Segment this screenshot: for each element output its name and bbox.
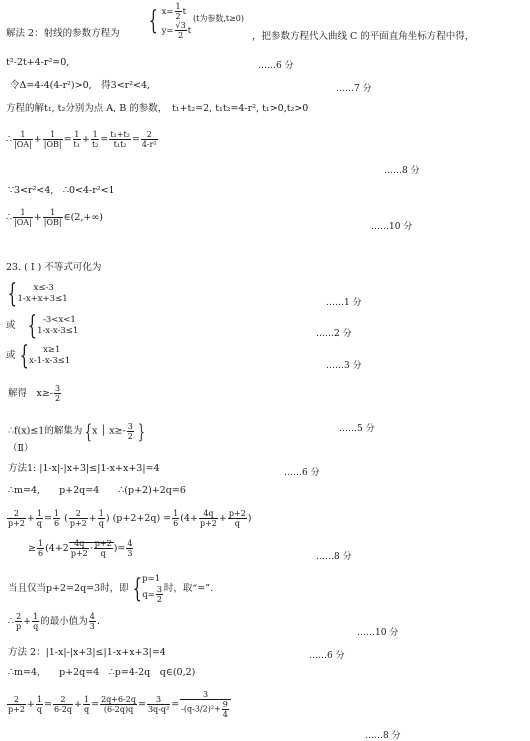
method2-intro-text: 解法 2：射线的参数方程为 bbox=[6, 28, 120, 39]
inequality-line: ≥ $\frac{1}{6}$ (4+2 $\frac{4q}{p+2}$ · $\frac{p+2}{q}$ )= $\frac{4}{3}$ bbox=[28, 539, 133, 558]
score-10b: ……10 分 bbox=[357, 628, 399, 638]
q23-heading: 23. ( Ⅰ ) 不等式可化为 bbox=[6, 262, 102, 273]
case-1: { x≤-3 1-x+x+3≤1 bbox=[7, 279, 68, 309]
delta-condition: 令Δ=4-4(4-r²)>0, 得3<r²<4, bbox=[10, 80, 151, 91]
score-6b: ……6 分 bbox=[284, 468, 320, 478]
score-1: ……1 分 bbox=[326, 298, 362, 308]
method2-expand: $\frac{2}{p+2}$ + $\frac{1}{q}$ = $\frac{2}{6-2q}$ + $\frac{1}{q}$ = $\frac{2q+6-2q}{(6-2q)q}$ = $\frac{3}{\text{3q-q²}}$ = 3 -(q-3/2)²+ $\frac{9}{4}$ bbox=[6, 690, 232, 719]
method2-intro-tail: ，把参数方程代入曲线 C 的平面直角坐标方程中得， bbox=[252, 31, 475, 42]
method2-part2: 方法 2：|1-x|-|x+3|≤|1-x+x+3|=4 bbox=[8, 647, 166, 658]
method2-p-line: ∴m=4, p+2q=4 ∴p=4-2q q∈(0,2) bbox=[8, 667, 196, 678]
score-6: ……6 分 bbox=[258, 61, 294, 71]
quadratic-eq: t²-2t+4-r²=0, bbox=[6, 57, 70, 68]
system-row-y: y= $\frac{√3}{2}$ t bbox=[161, 21, 192, 40]
score-8c: ……8 分 bbox=[365, 731, 401, 741]
score-10: ……10 分 bbox=[371, 222, 413, 232]
solve-result: 解得 x≥- $\frac{3}{2}$ bbox=[8, 384, 61, 403]
score-8: ……8 分 bbox=[384, 166, 420, 176]
result-range: ∴ $\frac{1}{|OA|}$ + $\frac{1}{|OB|}$ ∈(2,+∞) bbox=[6, 208, 103, 227]
expand-line: $\frac{2}{p+2}$ + $\frac{1}{q}$ = $\frac{1}{6}$ ( $\frac{2}{p+2}$ + $\frac{1}{q}$ ) (p+2+2q) = $\frac{1}{6}$ (4+ $\frac{4q}{p+2}$ + $\frac{p+2}{q}$ ) bbox=[8, 509, 252, 528]
range-line: ∵3<r²<4, ∴0<4-r²<1 bbox=[8, 185, 115, 196]
score-2: ……2 分 bbox=[316, 329, 352, 339]
case-3: 或 { x≥1 x-1-x-3≤1 bbox=[6, 341, 71, 371]
system-rows bbox=[162, 2, 192, 40]
param-system bbox=[145, 2, 191, 40]
score-3: ……3 分 bbox=[326, 361, 362, 371]
part-2-heading: （Ⅱ） bbox=[8, 443, 34, 454]
minimum-line: ∴ $\frac{2}{p}$ + $\frac{1}{q}$ 的最小值为 $\frac{4}{3}$ . bbox=[8, 612, 100, 631]
m-value-line: ∴m=4, p+2q=4 ∴(p+2)+2q=6 bbox=[8, 485, 186, 496]
case-2: 或 { -3<x<1 1-x-x-3≤1 bbox=[6, 311, 79, 341]
system-row-x: x= $\frac{1}{2}$ t bbox=[161, 2, 187, 21]
score-6c: ……6 分 bbox=[309, 651, 345, 661]
score-5: ……5 分 bbox=[339, 424, 375, 434]
method2-intro bbox=[6, 28, 120, 40]
method1-line: 方法1: |1-x|-|x+3|≤|1-x+x+3|=4 bbox=[8, 463, 160, 474]
score-8b: ……8 分 bbox=[316, 552, 352, 562]
equality-condition: 当且仅当p+2=2q=3时，即 {p=1 q= $\frac{3}{2}$ 时，取“=”. bbox=[8, 574, 214, 604]
param-note: (t为参数,t≥0) bbox=[193, 14, 245, 23]
solution-set: ∴f(x)≤1的解集为 {x │ x≥- $\frac{3}{2}$ } bbox=[8, 419, 145, 443]
system-brace: { bbox=[148, 6, 158, 36]
score-7: ……7 分 bbox=[336, 84, 372, 94]
roots-relation: 方程的解t₁, t₂分别为点 A, B 的参数， t₁+t₂=2, t₁t₂=4-r², t₁>0,t₂>0 bbox=[6, 103, 309, 114]
reciprocal-sum: ∴ $\frac{1}{|OA|}$ + $\frac{1}{|OB|}$ = $\frac{1}{\text{t₁}}$ + $\frac{1}{\text{t₂}}$ = $\frac{\text{t₁+t₂}}{\text{t₁t₂}}$ = $\frac{2}{\text{4-r²}}$ bbox=[6, 130, 157, 149]
